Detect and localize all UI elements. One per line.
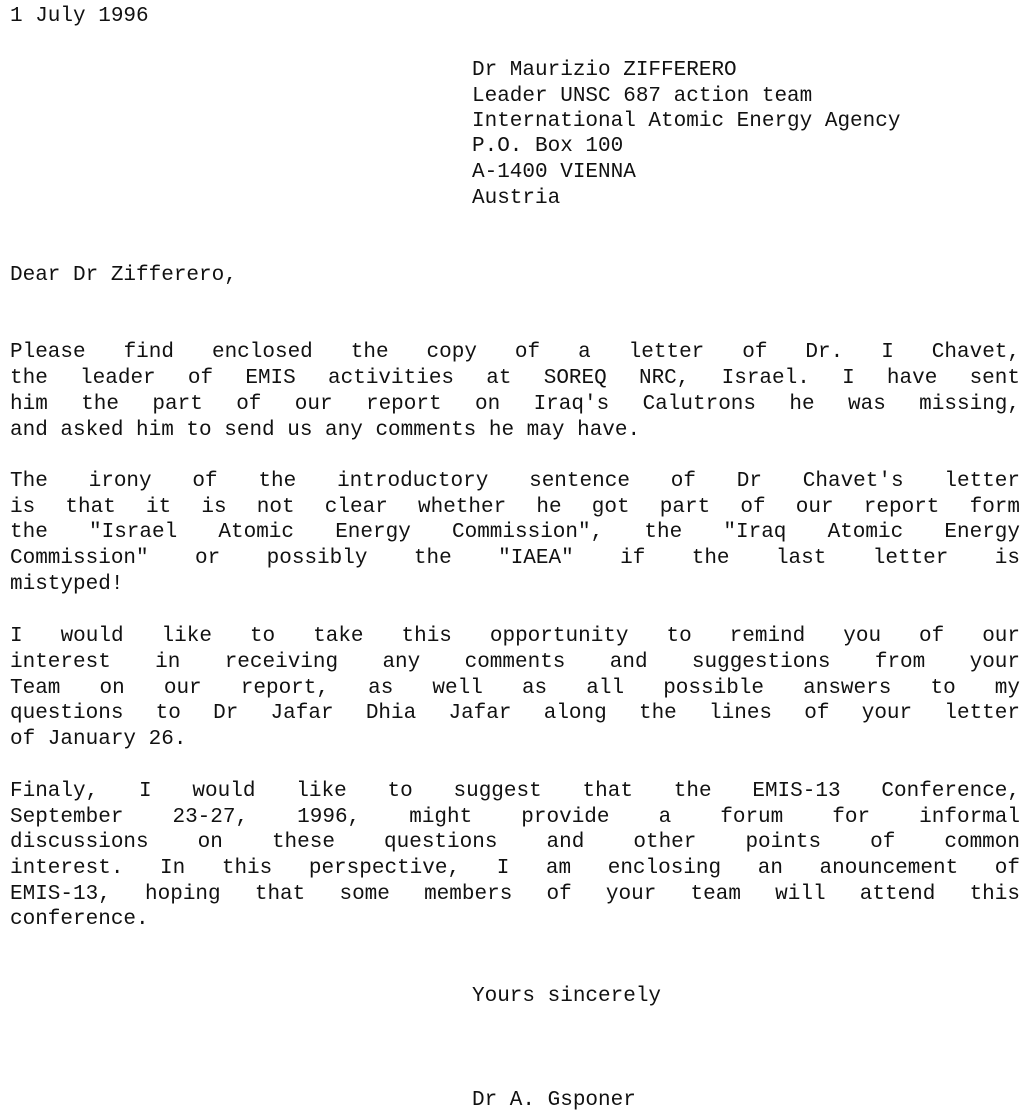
paragraph-line: conference. [10, 908, 149, 931]
letter-date: 1 July 1996 [10, 5, 149, 28]
recipient-po-box: P.O. Box 100 [472, 135, 624, 158]
paragraph-line: EMIS-13, hoping that some members of your team will attend this [10, 883, 1020, 906]
paragraph-line: Commission" or possibly the "IAEA" if the last letter is [10, 547, 1020, 570]
paragraph-line: the leader of EMIS activities at SOREQ NRC, Israel. I have sent [10, 367, 1020, 390]
paragraph-line: discussions on these questions and other points of common [10, 831, 1020, 854]
recipient-title: Leader UNSC 687 action team [472, 85, 813, 108]
paragraph-line: the "Israel Atomic Energy Commission", the "Iraq Atomic Energy [10, 521, 1020, 544]
paragraph-line: Team on our report, as well as all possible answers to my [10, 677, 1020, 700]
paragraph-line: interest. In this perspective, I am enclosing an anouncement of [10, 857, 1020, 880]
paragraph-line: The irony of the introductory sentence of Dr Chavet's letter [10, 470, 1020, 493]
recipient-organization: International Atomic Energy Agency [472, 110, 901, 133]
paragraph-line: interest in receiving any comments and suggestions from your [10, 651, 1020, 674]
paragraph-line: Please find enclosed the copy of a letter of Dr. I Chavet, [10, 341, 1020, 364]
recipient-country: Austria [472, 187, 561, 210]
paragraph-line: is that it is not clear whether he got part of our report form [10, 496, 1020, 519]
recipient-city: A-1400 VIENNA [472, 161, 636, 184]
recipient-name: Dr Maurizio ZIFFERERO [472, 59, 737, 82]
paragraph-line: of January 26. [10, 728, 187, 751]
paragraph-line: mistyped! [10, 573, 124, 596]
paragraph-line: Finaly, I would like to suggest that the EMIS-13 Conference, [10, 780, 1020, 803]
paragraph-line: I would like to take this opportunity to remind you of our [10, 625, 1020, 648]
salutation: Dear Dr Zifferero, [10, 264, 237, 287]
paragraph-line: him the part of our report on Iraq's Calutrons he was missing, [10, 393, 1020, 416]
signature-name: Dr A. Gsponer [472, 1089, 636, 1112]
paragraph-line: and asked him to send us any comments he may have. [10, 419, 641, 442]
closing: Yours sincerely [472, 985, 662, 1008]
paragraph-line: September 23-27, 1996, might provide a forum for informal [10, 806, 1020, 829]
paragraph-line: questions to Dr Jafar Dhia Jafar along the lines of your letter [10, 702, 1020, 725]
